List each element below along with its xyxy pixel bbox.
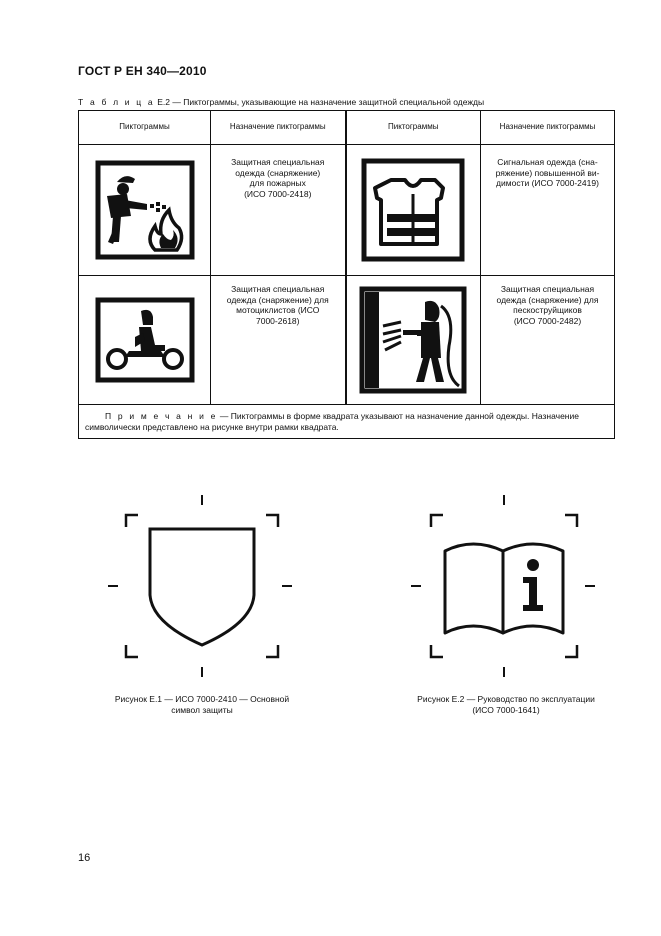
table-caption-text: Е.2 — Пиктограммы, указывающие на назначение защитной специальной одежды bbox=[154, 97, 485, 107]
motorcyclist-icon bbox=[95, 297, 195, 383]
shield-icon bbox=[104, 493, 300, 679]
pictogram-cell bbox=[346, 145, 481, 276]
purpose-line: пескоструйщиков bbox=[513, 305, 582, 315]
purpose-line: Защитная специальная bbox=[231, 284, 325, 294]
column-header-pictograms: Пиктограммы bbox=[79, 111, 211, 145]
purpose-cell bbox=[481, 145, 615, 276]
pictogram-cell bbox=[79, 276, 211, 405]
purpose-line: одежда (снаряжение) для bbox=[496, 294, 599, 305]
caption-line: символ защиты bbox=[171, 705, 233, 715]
purpose-line: Защитная специальная bbox=[500, 284, 595, 294]
table-header-row bbox=[79, 111, 615, 145]
figure-shield bbox=[104, 493, 300, 679]
caption-line: Рисунок Е.2 — Руководство по эксплуатации bbox=[417, 694, 595, 704]
purpose-line: одежда (снаряжение) для bbox=[226, 294, 329, 305]
purpose-cell bbox=[211, 145, 346, 276]
document-code: ГОСТ Р ЕН 340—2010 bbox=[78, 64, 207, 78]
column-header-pictograms-2: Пиктограммы bbox=[346, 111, 481, 145]
purpose-line: 7000-2618) bbox=[256, 315, 300, 326]
purpose-line: (ИСО 7000-2482) bbox=[513, 315, 582, 326]
pictogram-table bbox=[78, 110, 615, 439]
purpose-line: Защитная специальная bbox=[231, 157, 325, 167]
figure-caption-1 bbox=[76, 694, 328, 716]
table-note-row bbox=[79, 405, 615, 439]
sandblaster-icon bbox=[359, 286, 467, 394]
pictogram-cell bbox=[79, 145, 211, 276]
purpose-line: одежда (снаряжение) bbox=[235, 167, 321, 178]
table-row bbox=[79, 145, 615, 276]
table-note bbox=[79, 405, 615, 439]
table-row bbox=[79, 276, 615, 405]
high-visibility-vest-icon bbox=[361, 158, 465, 262]
purpose-line: ряжение) повышенной ви- bbox=[495, 167, 600, 178]
purpose-line: мотоциклистов (ИСО bbox=[236, 305, 320, 315]
purpose-line: димости (ИСО 7000-2419) bbox=[496, 178, 599, 188]
column-header-purpose-2: Назначение пиктограммы bbox=[481, 111, 615, 145]
note-lead: П р и м е ч а н и е bbox=[105, 411, 218, 421]
table-caption-lead: Т а б л и ц а bbox=[78, 97, 155, 107]
figure-caption-2 bbox=[380, 694, 632, 716]
purpose-line: Сигнальная одежда (сна- bbox=[497, 157, 598, 167]
purpose-cell bbox=[211, 276, 346, 405]
page-number: 16 bbox=[78, 852, 91, 864]
table-caption bbox=[78, 97, 484, 107]
purpose-line: для пожарных bbox=[249, 178, 306, 188]
pictogram-cell bbox=[346, 276, 481, 405]
note-text: — Пиктограммы в форме квадрата указывают на назначение данной одежды. Назначение символически представлено на рисунке внутри рамки квадрата. bbox=[85, 411, 579, 432]
column-header-purpose: Назначение пиктограммы bbox=[211, 111, 346, 145]
caption-line: Рисунок Е.1 — ИСО 7000-2410 — Основной bbox=[114, 694, 290, 704]
figure-info-book bbox=[407, 493, 603, 679]
firefighter-icon bbox=[95, 160, 195, 260]
purpose-line: (ИСО 7000-2418) bbox=[244, 188, 312, 199]
purpose-cell bbox=[481, 276, 615, 405]
info-book-icon bbox=[407, 493, 603, 679]
caption-line: (ИСО 7000-1641) bbox=[472, 705, 540, 715]
